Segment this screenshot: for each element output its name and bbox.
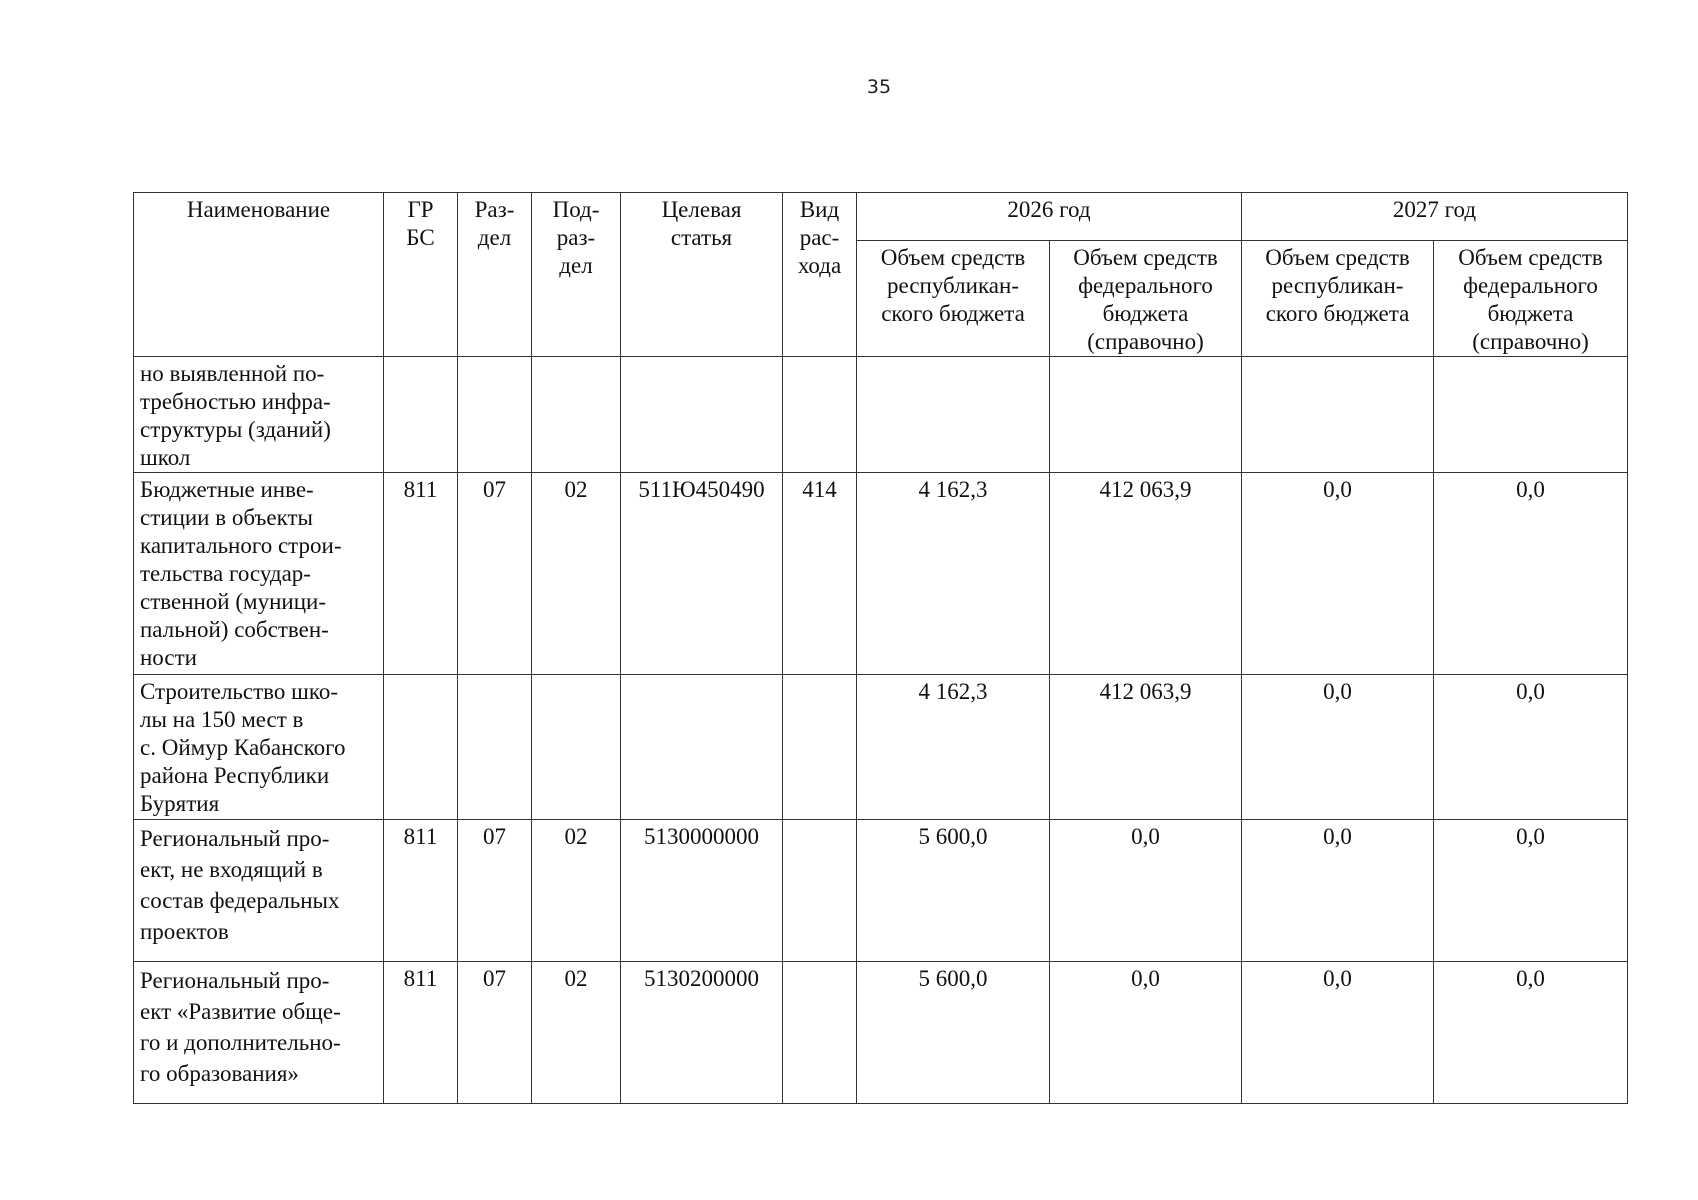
row-name: Региональный про- ект «Развитие обще- го и дополнительно- го образования» [134, 962, 384, 1104]
header-podrazdel: Под- раз- дел [532, 193, 621, 357]
row-rep-2026: 5 600,0 [857, 962, 1050, 1104]
row-fed-2027 [1434, 357, 1628, 473]
row-fed-2027: 0,0 [1434, 473, 1628, 675]
row-vid [783, 357, 857, 473]
row-rep-2026: 5 600,0 [857, 820, 1050, 962]
row-vid: 414 [783, 473, 857, 675]
row-fed-2026: 0,0 [1050, 820, 1242, 962]
row-rep-2027: 0,0 [1242, 473, 1434, 675]
table-row [134, 473, 1628, 675]
row-vid [783, 820, 857, 962]
row-fed-2027: 0,0 [1434, 962, 1628, 1104]
header-2027-republican: Объем средств республикан- ского бюджета [1242, 241, 1434, 357]
row-rep-2027: 0,0 [1242, 820, 1434, 962]
row-rep-2026: 4 162,3 [857, 473, 1050, 675]
row-rep-2027: 0,0 [1242, 962, 1434, 1104]
row-fed-2026: 0,0 [1050, 962, 1242, 1104]
table-row [134, 962, 1628, 1104]
row-razdel [458, 675, 532, 820]
row-name: Строительство шко- лы на 150 мест в с. Оймур Кабанского района Республики Бурятия [134, 675, 384, 820]
row-podrazdel: 02 [532, 473, 621, 675]
row-name: Региональный про- ект, не входящий в состав федеральных проектов [134, 820, 384, 962]
row-celevaya [621, 675, 783, 820]
row-name: Бюджетные инве- стиции в объекты капитального строи- тельства государ- ственной (муници- пальной) собствен- ности [134, 473, 384, 675]
budget-table [133, 192, 1628, 1104]
row-grbs [384, 675, 458, 820]
row-fed-2027: 0,0 [1434, 820, 1628, 962]
row-vid [783, 962, 857, 1104]
row-name: но выявленной по- требностью инфра- структуры (зданий) школ [134, 357, 384, 473]
row-vid [783, 675, 857, 820]
table-row [134, 675, 1628, 820]
row-grbs: 811 [384, 820, 458, 962]
row-rep-2027 [1242, 357, 1434, 473]
row-celevaya: 5130200000 [621, 962, 783, 1104]
row-podrazdel: 02 [532, 820, 621, 962]
row-fed-2026: 412 063,9 [1050, 675, 1242, 820]
table-row [134, 820, 1628, 962]
header-razdel: Раз- дел [458, 193, 532, 357]
row-grbs: 811 [384, 962, 458, 1104]
header-name: Наименование [134, 193, 384, 357]
row-celevaya: 511Ю450490 [621, 473, 783, 675]
row-fed-2026: 412 063,9 [1050, 473, 1242, 675]
header-celevaya-statya: Целевая статья [621, 193, 783, 357]
row-celevaya [621, 357, 783, 473]
row-celevaya: 5130000000 [621, 820, 783, 962]
row-razdel: 07 [458, 473, 532, 675]
row-rep-2026: 4 162,3 [857, 675, 1050, 820]
header-year-2027: 2027 год [1242, 193, 1628, 241]
row-rep-2026 [857, 357, 1050, 473]
row-razdel [458, 357, 532, 473]
row-razdel: 07 [458, 962, 532, 1104]
header-2027-federal: Объем средств федерального бюджета (справочно) [1434, 241, 1628, 357]
row-rep-2027: 0,0 [1242, 675, 1434, 820]
header-2026-republican: Объем средств республикан- ского бюджета [857, 241, 1050, 357]
row-podrazdel [532, 675, 621, 820]
header-year-2026: 2026 год [857, 193, 1242, 241]
row-fed-2027: 0,0 [1434, 675, 1628, 820]
row-podrazdel: 02 [532, 962, 621, 1104]
table-row [134, 357, 1628, 473]
header-vid-rashoda: Вид рас- хода [783, 193, 857, 357]
header-grbs: ГР БС [384, 193, 458, 357]
row-fed-2026 [1050, 357, 1242, 473]
header-2026-federal: Объем средств федерального бюджета (справочно) [1050, 241, 1242, 357]
row-podrazdel [532, 357, 621, 473]
page-number: 35 [866, 76, 892, 98]
row-grbs [384, 357, 458, 473]
row-grbs: 811 [384, 473, 458, 675]
row-razdel: 07 [458, 820, 532, 962]
